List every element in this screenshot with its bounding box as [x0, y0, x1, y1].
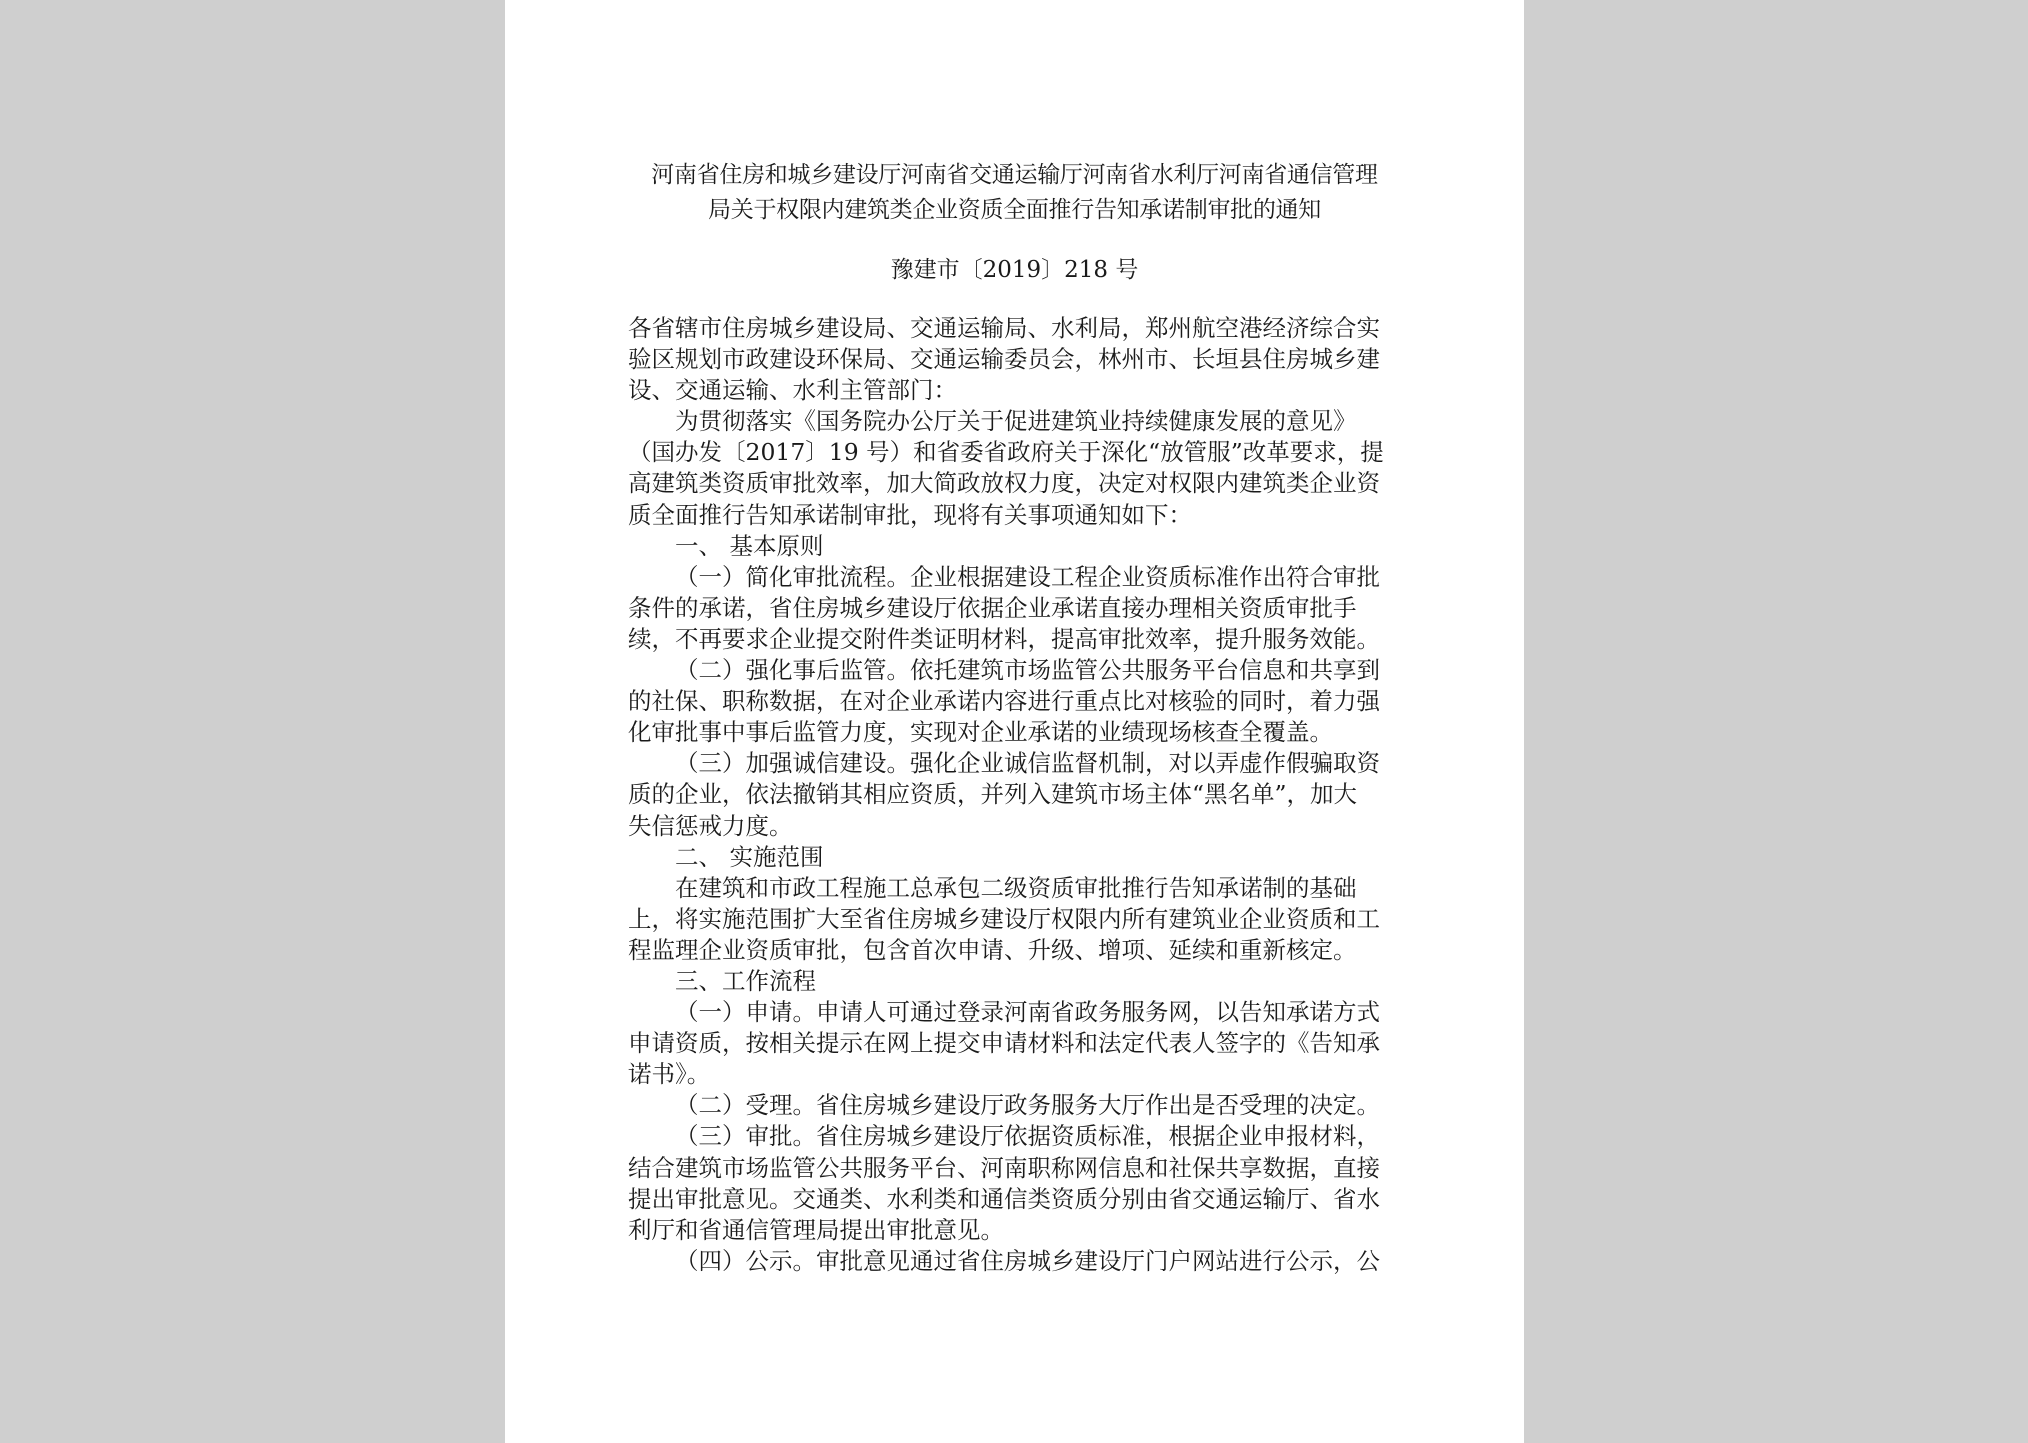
body-line: （一）申请。申请人可通过登录河南省政务服务网，以告知承诺方式 [675, 998, 1380, 1027]
body-line: 提出审批意见。交通类、水利类和通信类资质分别由省交通运输厅、省水 [628, 1184, 1380, 1213]
title-line: 局关于权限内建筑类企业资质全面推行告知承诺制审批的通知 [708, 197, 1321, 223]
body-line: 诺书》。 [628, 1060, 711, 1089]
body-line: 失信惩戒力度。 [628, 811, 793, 840]
body-line: 为贯彻落实《国务院办公厅关于促进建筑业持续健康发展的意见》 [675, 407, 1357, 436]
body-line: 在建筑和市政工程施工总承包二级资质审批推行告知承诺制的基础 [675, 873, 1357, 902]
body-line: 质全面推行告知承诺制审批，现将有关事项通知如下： [628, 500, 1192, 529]
document-body [628, 313, 1404, 1277]
body-line: 验区规划市政建设环保局、交通运输委员会，林州市、长垣县住房城乡建 [628, 345, 1380, 374]
body-line: 结合建筑市场监管公共服务平台、河南职称网信息和社保共享数据，直接 [628, 1153, 1380, 1182]
body-line: 一、 基本原则 [675, 531, 824, 560]
body-line: （三）加强诚信建设。强化企业诚信监督机制，对以弄虚作假骗取资 [675, 749, 1380, 778]
body-line: （三）审批。省住房城乡建设厅依据资质标准，根据企业申报材料， [675, 1122, 1380, 1151]
body-line: 化审批事中事后监管力度，实现对企业承诺的业绩现场核查全覆盖。 [628, 718, 1333, 747]
body-line: 申请资质，按相关提示在网上提交申请材料和法定代表人签字的《告知承 [628, 1029, 1380, 1058]
body-line: 质的企业，依法撤销其相应资质，并列入建筑市场主体“黑名单”，加大 [628, 780, 1358, 809]
body-line: 条件的承诺，省住房城乡建设厅依据企业承诺直接办理相关资质审批手 [628, 593, 1357, 622]
document-page [505, 0, 1524, 1443]
body-line: 二、 实施范围 [675, 842, 824, 871]
body-line: 上，将实施范围扩大至省住房城乡建设厅权限内所有建筑业企业资质和工 [628, 904, 1380, 933]
body-line: 程监理企业资质审批，包含首次申请、升级、增项、延续和重新核定。 [628, 935, 1357, 964]
body-line: 利厅和省通信管理局提出审批意见。 [628, 1215, 1004, 1244]
body-line: 三、工作流程 [675, 966, 816, 995]
body-line: 高建筑类资质审批效率，加大简政放权力度，决定对权限内建筑类企业资 [628, 469, 1380, 498]
title-line: 河南省住房和城乡建设厅河南省交通运输厅河南省水利厅河南省通信管理 [651, 162, 1378, 188]
body-line: （一）简化审批流程。企业根据建设工程企业资质标准作出符合审批 [675, 562, 1380, 591]
body-line: （四）公示。审批意见通过省住房城乡建设厅门户网站进行公示，公 [675, 1246, 1380, 1275]
body-line: （国办发〔2017〕19 号）和省委省政府关于深化“放管服”改革要求，提 [628, 438, 1384, 467]
body-line: 各省辖市住房城乡建设局、交通运输局、水利局，郑州航空港经济综合实 [628, 314, 1380, 342]
body-line: 续，不再要求企业提交附件类证明材料，提高审批效率，提升服务效能。 [628, 624, 1380, 653]
body-line: （二）强化事后监管。依托建筑市场监管公共服务平台信息和共享到 [675, 656, 1380, 685]
document-number: 豫建市〔2019〕218 号 [890, 257, 1139, 283]
body-line: 设、交通运输、水利主管部门： [628, 376, 957, 405]
body-line: （二）受理。省住房城乡建设厅政务服务大厅作出是否受理的决定。 [675, 1091, 1380, 1120]
body-line: 的社保、职称数据，在对企业承诺内容进行重点比对核验的同时，着力强 [628, 687, 1380, 716]
document-title [625, 158, 1404, 228]
